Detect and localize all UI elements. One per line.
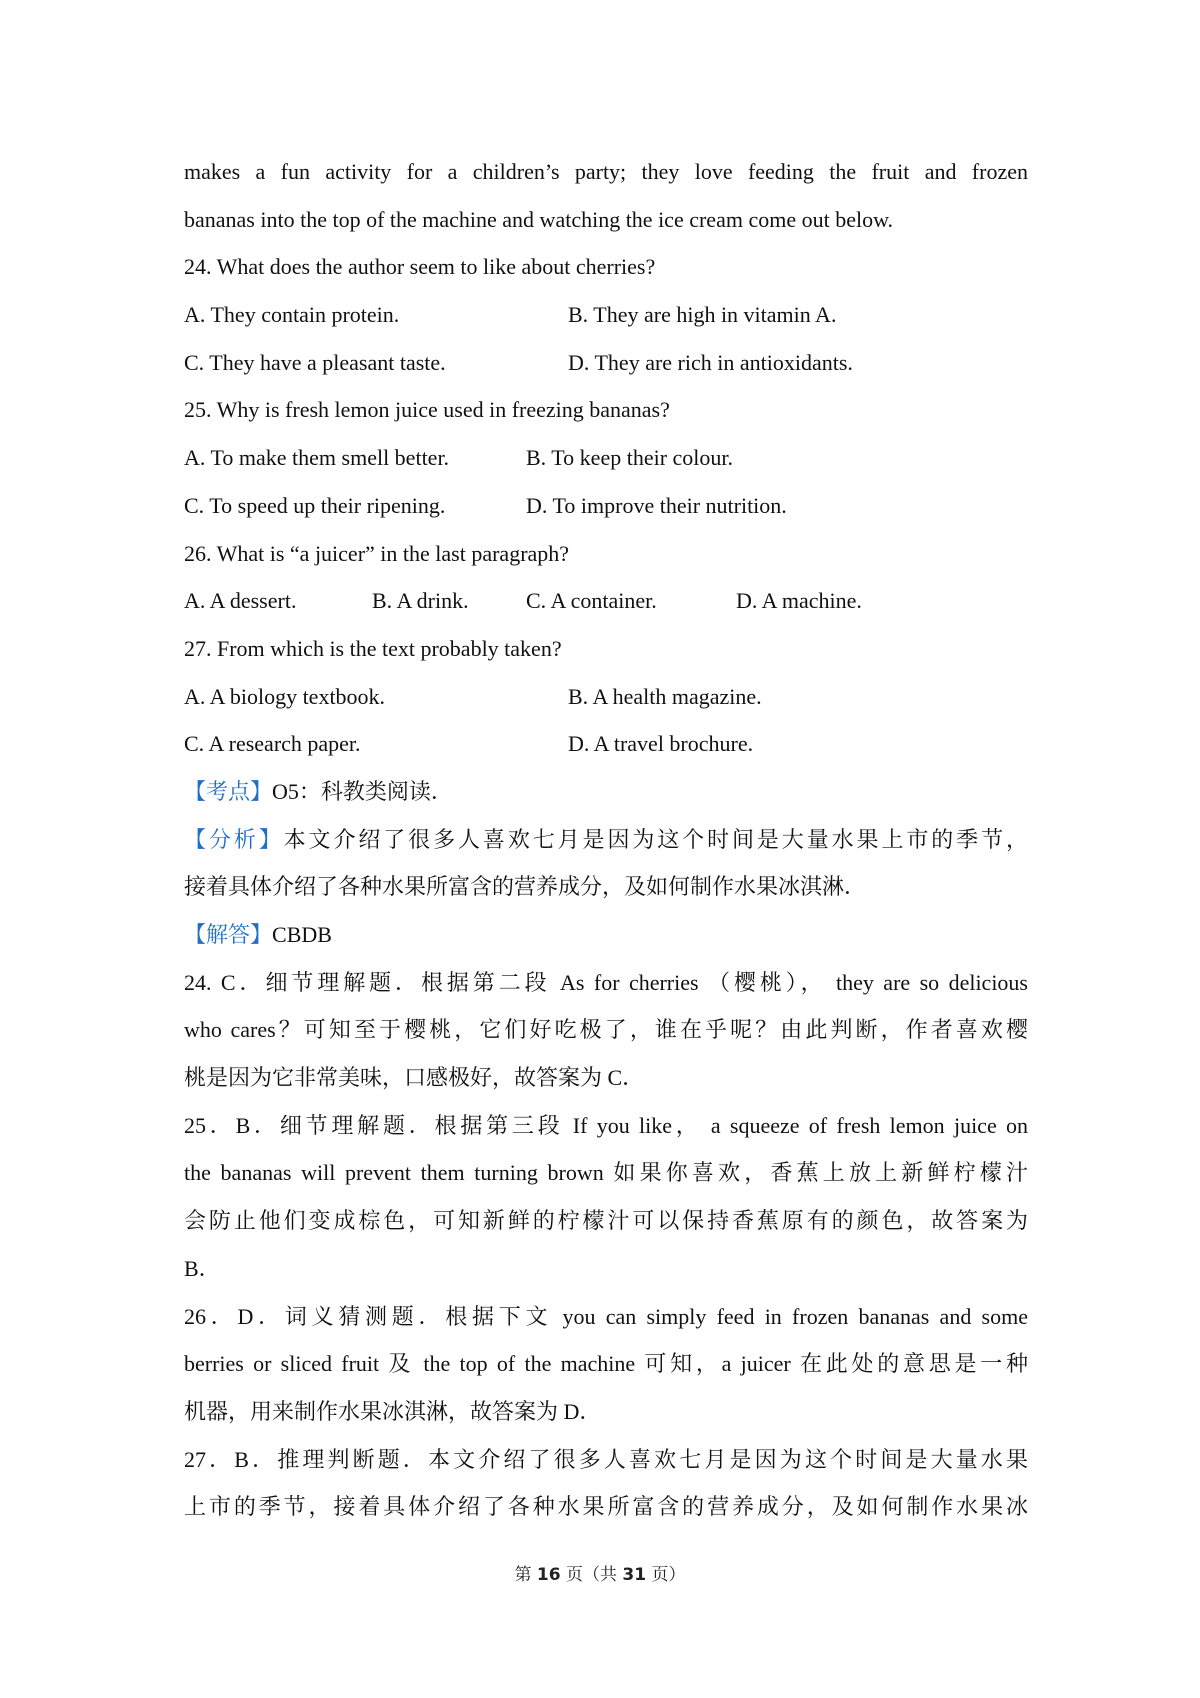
jieda-section <box>184 911 1028 959</box>
explanation-line: 会防止他们变成棕色，可知新鲜的柠檬汁可以保持香蕉原有的颜色，故答案为 <box>184 1208 1028 1234</box>
page-number: 16 <box>536 1565 561 1585</box>
question-stem-27: 27. From which is the text probably taken? <box>184 635 562 661</box>
explanation-line: the bananas will prevent them turning brown 如果你喜欢，香蕉上放上新鲜柠檬汁 <box>184 1160 1028 1186</box>
fenxi-tag: 【分析】 <box>184 826 284 852</box>
options-row <box>184 577 1028 625</box>
footer-suffix: 页） <box>646 1565 686 1585</box>
question-stem-26: 26. What is “a juicer” in the last paragraph? <box>184 540 570 566</box>
explanation-line: 25．B．细节理解题．根据第三段 If you like， a squeeze of fresh lemon juice on <box>184 1112 1028 1138</box>
page-footer <box>0 1560 1200 1585</box>
option-d: D. A travel brochure. <box>568 731 754 757</box>
explanation-line: berries or sliced fruit 及 the top of the machine 可知，a juicer 在此处的意思是一种 <box>184 1351 1028 1377</box>
option-a: A. A biology textbook. <box>184 683 386 709</box>
page-content <box>184 148 1028 1531</box>
option-c: C. They have a pleasant taste. <box>184 349 446 375</box>
fenxi-text: 本文介绍了很多人喜欢七月是因为这个时间是大量水果上市的季节， <box>283 826 1028 852</box>
fenxi-continuation: 接着具体介绍了各种水果所富含的营养成分，及如何制作水果冰淇淋． <box>184 874 867 900</box>
option-a: A. They contain protein. <box>184 302 400 328</box>
option-b: B. A drink. <box>372 588 469 614</box>
option-d: D. They are rich in antioxidants. <box>568 349 853 375</box>
jieda-text: CBDB <box>272 922 332 947</box>
explanation-line: who cares？可知至于樱桃，它们好吃极了，谁在乎呢？由此判断，作者喜欢樱 <box>184 1017 1028 1043</box>
explanation-line: 27．B．推理判断题．本文介绍了很多人喜欢七月是因为这个时间是大量水果 <box>184 1446 1028 1472</box>
options-row <box>184 720 1028 768</box>
explanation-line: B． <box>184 1255 221 1281</box>
options-row <box>184 434 1028 482</box>
kaodian-text: O5：科教类阅读． <box>272 778 453 804</box>
jieda-tag: 【解答】 <box>184 922 273 947</box>
option-b: B. They are high in vitamin A. <box>568 302 837 328</box>
kaodian-tag: 【考点】 <box>184 778 273 804</box>
passage-line: bananas into the top of the machine and watching the ice cream come out below. <box>184 206 894 232</box>
explanation-line: 上市的季节，接着具体介绍了各种水果所富含的营养成分，及如何制作水果冰 <box>184 1494 1028 1520</box>
footer-middle: 页（共 <box>560 1565 623 1585</box>
question-stem-25: 25. Why is fresh lemon juice used in freezing bananas? <box>184 397 670 423</box>
options-row <box>184 291 1028 339</box>
option-b: B. To keep their colour. <box>526 445 734 471</box>
option-c: C. A research paper. <box>184 731 361 757</box>
option-d: D. To improve their nutrition. <box>526 492 787 518</box>
option-a: A. To make them smell better. <box>184 445 450 471</box>
options-row <box>184 482 1028 530</box>
explanation-line: 24. C．细节理解题．根据第二段 As for cherries （樱桃）， they are so delicious <box>184 969 1028 995</box>
fenxi-section <box>184 816 1028 864</box>
question-stem-24: 24. What does the author seem to like about cherries? <box>184 254 656 280</box>
footer-prefix: 第 <box>514 1565 537 1585</box>
option-b: B. A health magazine. <box>568 683 762 709</box>
options-row <box>184 339 1028 387</box>
explanation-line: 26．D．词义猜测题．根据下文 you can simply feed in frozen bananas and some <box>184 1303 1028 1329</box>
option-d: D. A machine. <box>736 588 862 614</box>
option-c: C. To speed up their ripening. <box>184 492 446 518</box>
explanation-line: 机器，用来制作水果冰淇淋，故答案为 D． <box>184 1398 602 1424</box>
options-row <box>184 673 1028 721</box>
passage-line: makes a fun activity for a children’s party; they love feeding the fruit and frozen <box>184 159 1028 184</box>
kaodian-section <box>184 768 1028 816</box>
total-pages: 31 <box>622 1565 647 1585</box>
option-c: C. A container. <box>526 588 657 614</box>
explanation-line: 桃是因为它非常美味，口感极好，故答案为 C． <box>184 1065 645 1091</box>
option-a: A. A dessert. <box>184 588 297 614</box>
